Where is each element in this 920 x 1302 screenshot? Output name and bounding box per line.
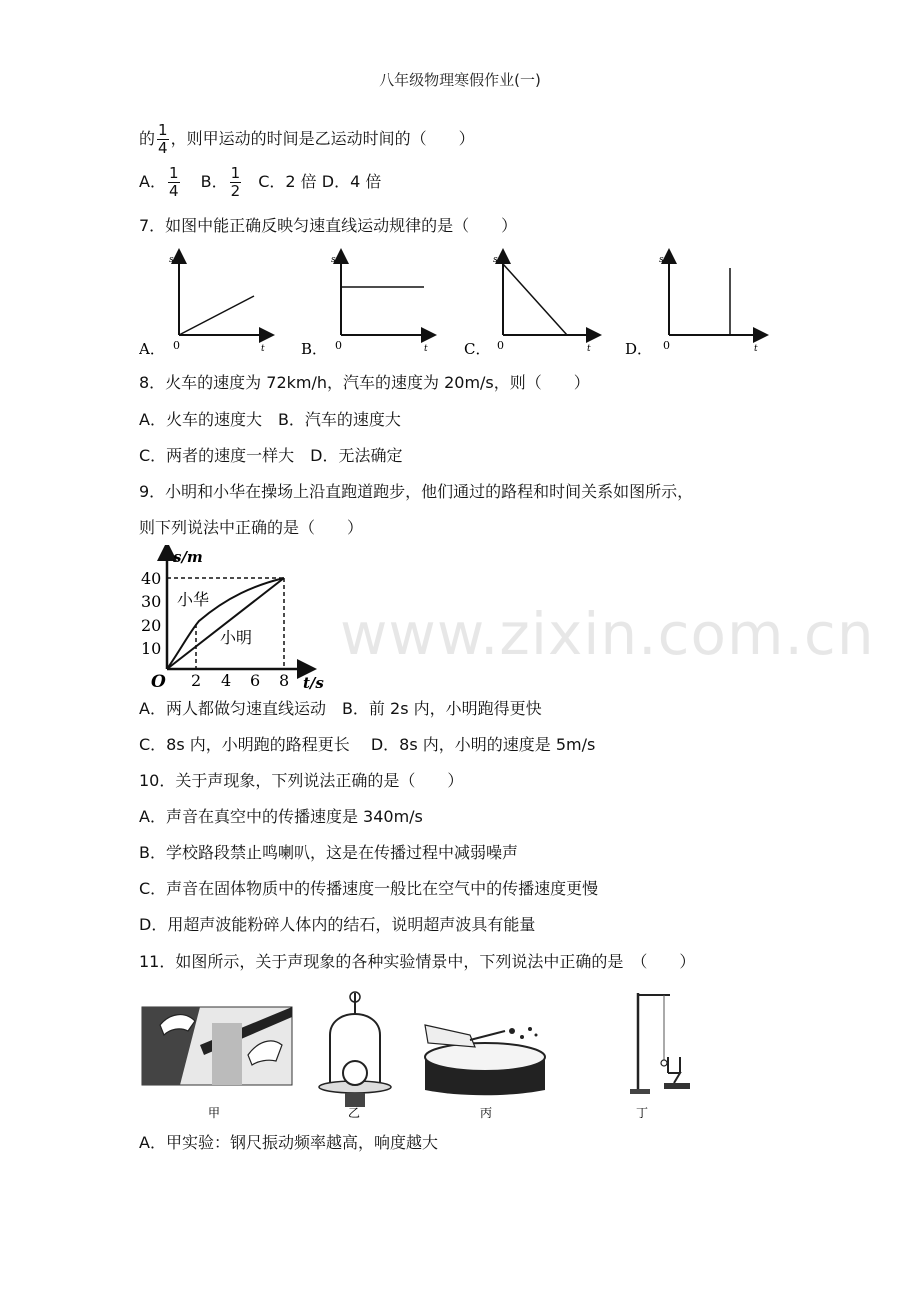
- q7-c-label: C．: [464, 340, 491, 358]
- q9-chart: [137, 545, 337, 695]
- q7-graph-c: [464, 255, 594, 358]
- q10-option-a: A．声音在真空中的传播速度是 340m/s: [139, 807, 423, 826]
- caption-bing: 丙: [480, 1106, 493, 1120]
- q6-fraction: [157, 122, 169, 157]
- q6-options: [139, 162, 381, 202]
- q9-stem-1: 9．小明和小华在操场上沿直跑道跑步，他们通过的路程和时间关系如图所示，: [139, 482, 694, 501]
- q7-stem: 7．如图中能正确反映匀速直线运动规律的是（ ）: [139, 216, 518, 235]
- q11-figures: [140, 985, 700, 1120]
- figure-ding-tuningfork: [630, 993, 690, 1120]
- q6-prefix: 的: [139, 129, 156, 148]
- q8-options-1: A．火车的速度大 B．汽车的速度大: [139, 410, 401, 429]
- q7-a-label: A．: [139, 340, 165, 358]
- q9-options-2: C．8s 内，小明跑的路程更长 D．8s 内，小明的速度是 5m/s: [139, 735, 596, 754]
- q7-b-y: s: [331, 255, 336, 265]
- q6-opt-b-frac: [230, 165, 242, 200]
- caption-ding: 丁: [636, 1106, 649, 1120]
- q10-stem: 10．关于声现象，下列说法正确的是（ ）: [139, 771, 464, 790]
- q6-rest: ，则甲运动的时间是乙运动时间的（ ）: [170, 129, 475, 148]
- q9-label-hua: 小华: [177, 590, 210, 609]
- q9-origin: O: [151, 672, 166, 692]
- caption-jia: 甲: [208, 1106, 221, 1120]
- q9-ytick-30: 30: [141, 592, 162, 611]
- q6-opt-b-num: 1: [230, 164, 241, 182]
- q8-stem: 8．火车的速度为 72km/h，汽车的速度为 20m/s，则（ ）: [139, 373, 590, 392]
- q6-frac-num: 1: [158, 121, 168, 139]
- q6-opt-a-frac: [168, 165, 180, 200]
- q6-opt-a-label: A．: [139, 172, 166, 191]
- q7-a-y: s: [169, 255, 174, 265]
- q7-graph-a: [139, 255, 267, 358]
- q7-a-origin: 0: [173, 339, 180, 352]
- q9-stem-2: 则下列说法中正确的是（ ）: [139, 518, 364, 537]
- q6-stem: [139, 118, 475, 160]
- q9-label-ming: 小明: [220, 628, 253, 647]
- q7-b-origin: 0: [335, 339, 342, 352]
- q6-frac-den: 4: [158, 139, 168, 157]
- q7-d-x: t: [754, 344, 758, 354]
- q7-d-origin: 0: [663, 339, 670, 352]
- q9-x-label: t/s: [303, 674, 324, 692]
- q7-a-x: t: [261, 344, 265, 354]
- watermark: www.zixin.com.cn: [340, 600, 875, 668]
- q9-xtick-4: 4: [221, 671, 232, 690]
- q10-option-b: B．学校路段禁止鸣喇叭，这是在传播过程中减弱噪声: [139, 843, 518, 862]
- q6-opt-b-label: B．: [200, 172, 228, 191]
- q7-d-y: s: [659, 255, 664, 265]
- q10-option-d: D．用超声波能粉碎人体内的结石，说明超声波具有能量: [139, 915, 536, 934]
- page-header: 八年级物理寒假作业(一): [379, 71, 541, 89]
- q7-graphs: [139, 248, 779, 364]
- q7-graph-d: [625, 255, 761, 358]
- q6-opt-cd: C．2 倍 D．4 倍: [258, 172, 382, 191]
- q9-xtick-6: 6: [250, 671, 261, 690]
- q9-xtick-2: 2: [191, 671, 202, 690]
- q11-stem: 11．如图所示，关于声现象的各种实验情景中，下列说法中正确的是 （ ）: [139, 952, 696, 971]
- q7-graph-b: [301, 255, 429, 358]
- q7-b-x: t: [424, 344, 428, 354]
- q10-option-c: C．声音在固体物质中的传播速度一般比在空气中的传播速度更慢: [139, 879, 599, 898]
- figure-jia-ruler: [142, 1007, 292, 1120]
- q9-ytick-20: 20: [141, 616, 162, 635]
- q7-b-label: B．: [301, 340, 328, 358]
- q7-c-origin: 0: [497, 339, 504, 352]
- q9-y-label: s/m: [173, 548, 203, 566]
- q6-opt-a-num: 1: [168, 164, 179, 182]
- q11-option-a: A．甲实验：钢尺振动频率越高，响度越大: [139, 1133, 438, 1152]
- q9-options-1: A．两人都做匀速直线运动 B．前 2s 内，小明跑得更快: [139, 699, 542, 718]
- q7-d-label: D．: [625, 340, 653, 358]
- caption-yi: 乙: [348, 1106, 361, 1120]
- q9-ytick-40: 40: [141, 569, 162, 588]
- q7-c-y: s: [493, 255, 498, 265]
- q6-opt-a-den: 4: [168, 182, 179, 200]
- q6-opt-b-den: 2: [230, 182, 241, 200]
- q9-ytick-10: 10: [141, 639, 162, 658]
- q7-c-x: t: [587, 344, 591, 354]
- figure-bing-drum: [425, 1025, 545, 1120]
- figure-yi-belljar: [319, 992, 391, 1120]
- q9-xtick-8: 8: [279, 671, 290, 690]
- q8-options-2: C．两者的速度一样大 D．无法确定: [139, 446, 403, 465]
